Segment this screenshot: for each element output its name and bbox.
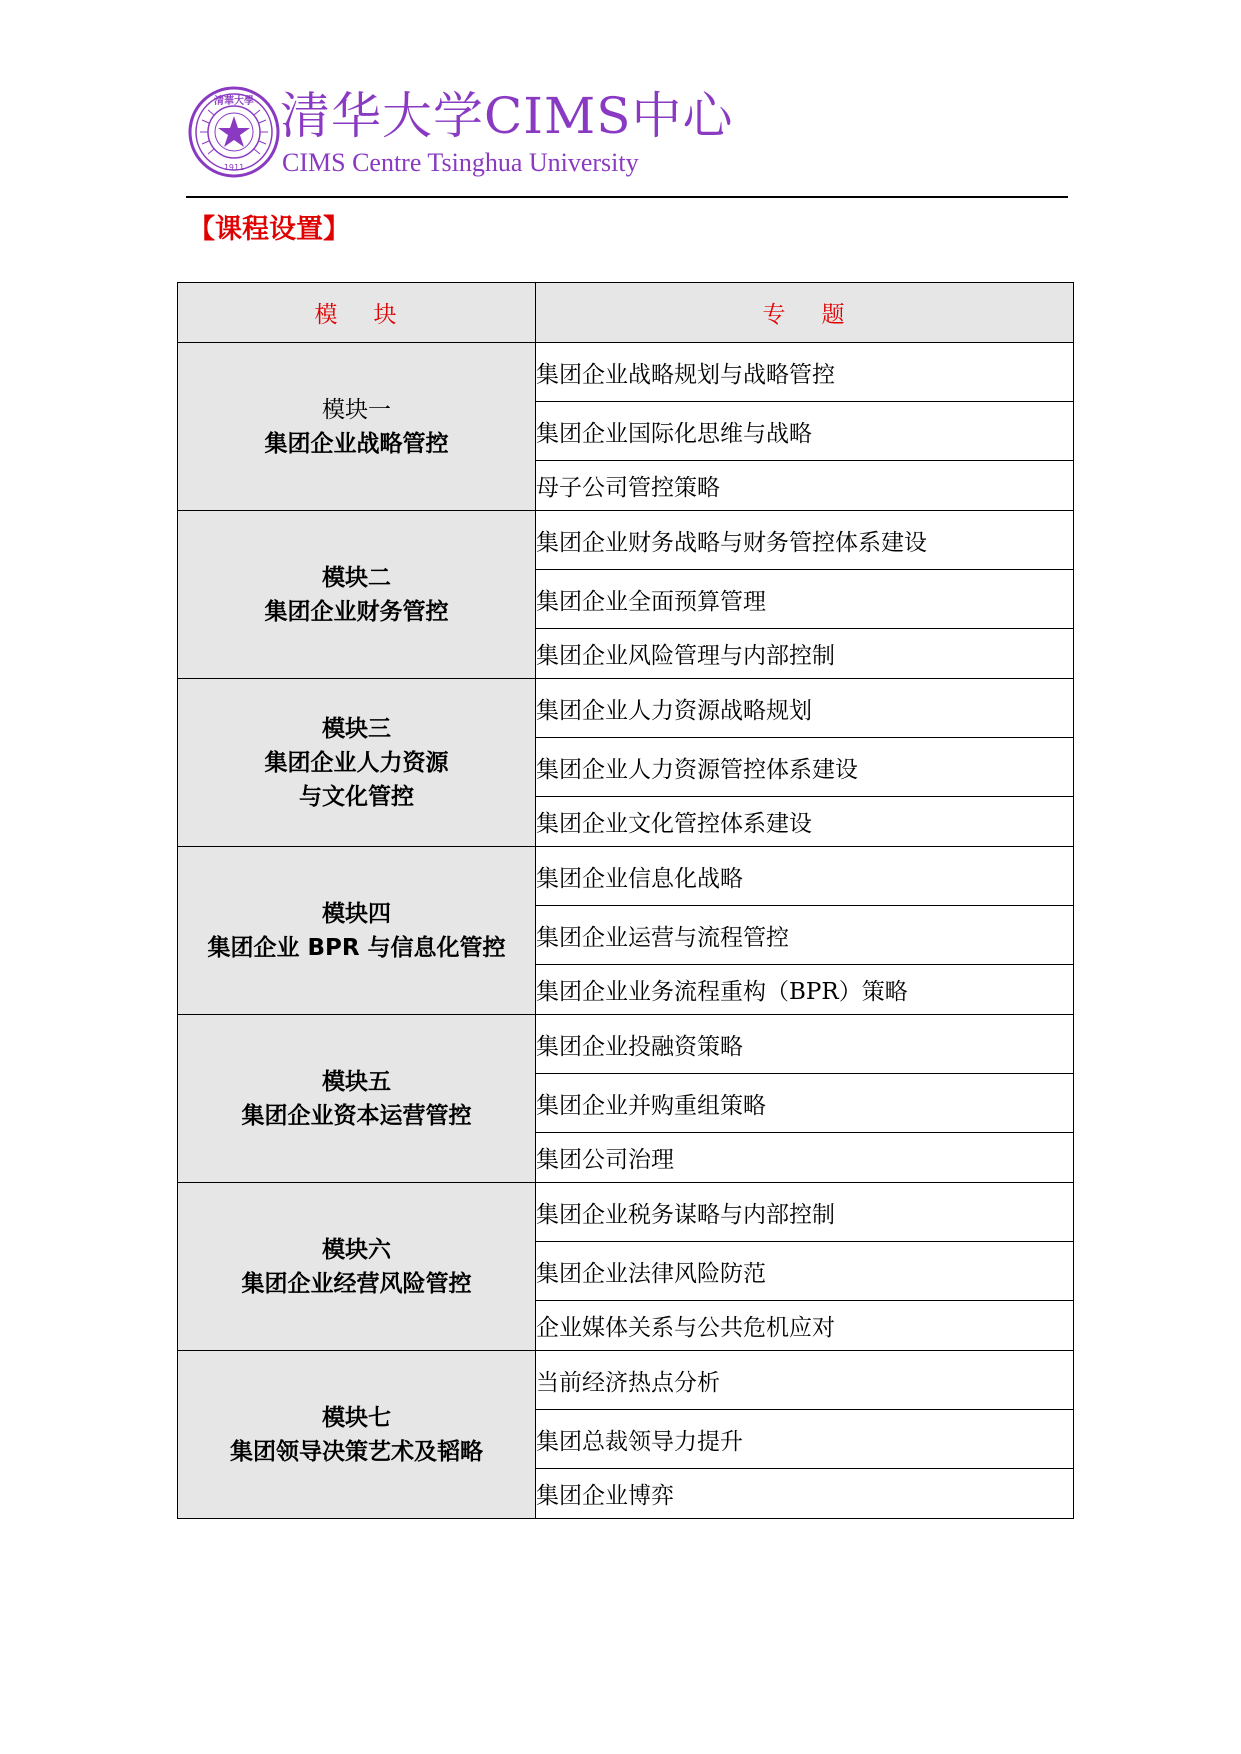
module-number: 模块五 — [322, 1068, 391, 1095]
module-cell — [178, 1183, 536, 1351]
module-cell — [178, 679, 536, 847]
topic-cell: 集团企业财务战略与财务管控体系建设 — [536, 511, 1074, 570]
module-name: 集团企业战略管控 — [264, 430, 449, 457]
header-module: 模 块 — [178, 283, 536, 343]
module-name: 集团企业经营风险管控 — [241, 1270, 472, 1297]
header-title-english: CIMS Centre Tsinghua University — [282, 148, 639, 177]
tsinghua-seal-icon — [188, 86, 280, 178]
seal-text: 清華大學 — [214, 96, 254, 107]
module-number: 模块一 — [322, 396, 391, 423]
topic-cell: 集团企业博弈 — [536, 1469, 1074, 1519]
topic-cell: 集团公司治理 — [536, 1133, 1074, 1183]
module-number: 模块三 — [322, 715, 391, 742]
module-name: 集团企业 BPR 与信息化管控 — [207, 934, 506, 961]
topic-cell: 集团总裁领导力提升 — [536, 1410, 1074, 1469]
topic-cell: 集团企业投融资策略 — [536, 1015, 1074, 1074]
topic-cell: 母子公司管控策略 — [536, 461, 1074, 511]
table-row — [178, 847, 1074, 906]
course-table — [177, 282, 1074, 1519]
table-row — [178, 343, 1074, 402]
module-name: 与文化管控 — [299, 783, 414, 810]
module-cell — [178, 1015, 536, 1183]
module-number: 模块六 — [322, 1236, 391, 1263]
topic-cell: 集团企业运营与流程管控 — [536, 906, 1074, 965]
topic-cell: 当前经济热点分析 — [536, 1351, 1074, 1410]
table-header-row — [178, 283, 1074, 343]
topic-cell: 集团企业文化管控体系建设 — [536, 797, 1074, 847]
module-name: 集团企业资本运营管控 — [241, 1102, 472, 1129]
topic-cell: 集团企业全面预算管理 — [536, 570, 1074, 629]
module-number: 模块四 — [322, 900, 391, 927]
header-title-chinese: 清华大学CIMS中心 — [280, 87, 734, 145]
table-row — [178, 679, 1074, 738]
seal-year: 1911 — [223, 163, 245, 172]
course-table-body — [178, 343, 1074, 1519]
module-cell — [178, 343, 536, 511]
table-row — [178, 1351, 1074, 1410]
module-number: 模块二 — [322, 564, 391, 591]
table-row — [178, 1015, 1074, 1074]
page-header — [188, 86, 1068, 186]
topic-cell: 集团企业人力资源战略规划 — [536, 679, 1074, 738]
module-name: 集团领导决策艺术及韬略 — [230, 1438, 483, 1465]
topic-cell: 集团企业人力资源管控体系建设 — [536, 738, 1074, 797]
topic-cell: 集团企业国际化思维与战略 — [536, 402, 1074, 461]
header-divider — [186, 196, 1068, 198]
topic-cell: 集团企业法律风险防范 — [536, 1242, 1074, 1301]
topic-cell: 集团企业并购重组策略 — [536, 1074, 1074, 1133]
topic-cell: 集团企业业务流程重构（BPR）策略 — [536, 965, 1074, 1015]
topic-cell: 集团企业税务谋略与内部控制 — [536, 1183, 1074, 1242]
table-row — [178, 1183, 1074, 1242]
topic-cell: 集团企业战略规划与战略管控 — [536, 343, 1074, 402]
header-topic: 专 题 — [536, 283, 1074, 343]
module-cell — [178, 1351, 536, 1519]
module-number: 模块七 — [322, 1404, 391, 1431]
module-name: 集团企业财务管控 — [264, 598, 449, 625]
section-title: 【课程设置】 — [188, 214, 350, 245]
table-row — [178, 511, 1074, 570]
module-cell — [178, 847, 536, 1015]
module-name: 集团企业人力资源 — [264, 749, 449, 776]
topic-cell: 企业媒体关系与公共危机应对 — [536, 1301, 1074, 1351]
topic-cell: 集团企业风险管理与内部控制 — [536, 629, 1074, 679]
topic-cell: 集团企业信息化战略 — [536, 847, 1074, 906]
module-cell — [178, 511, 536, 679]
